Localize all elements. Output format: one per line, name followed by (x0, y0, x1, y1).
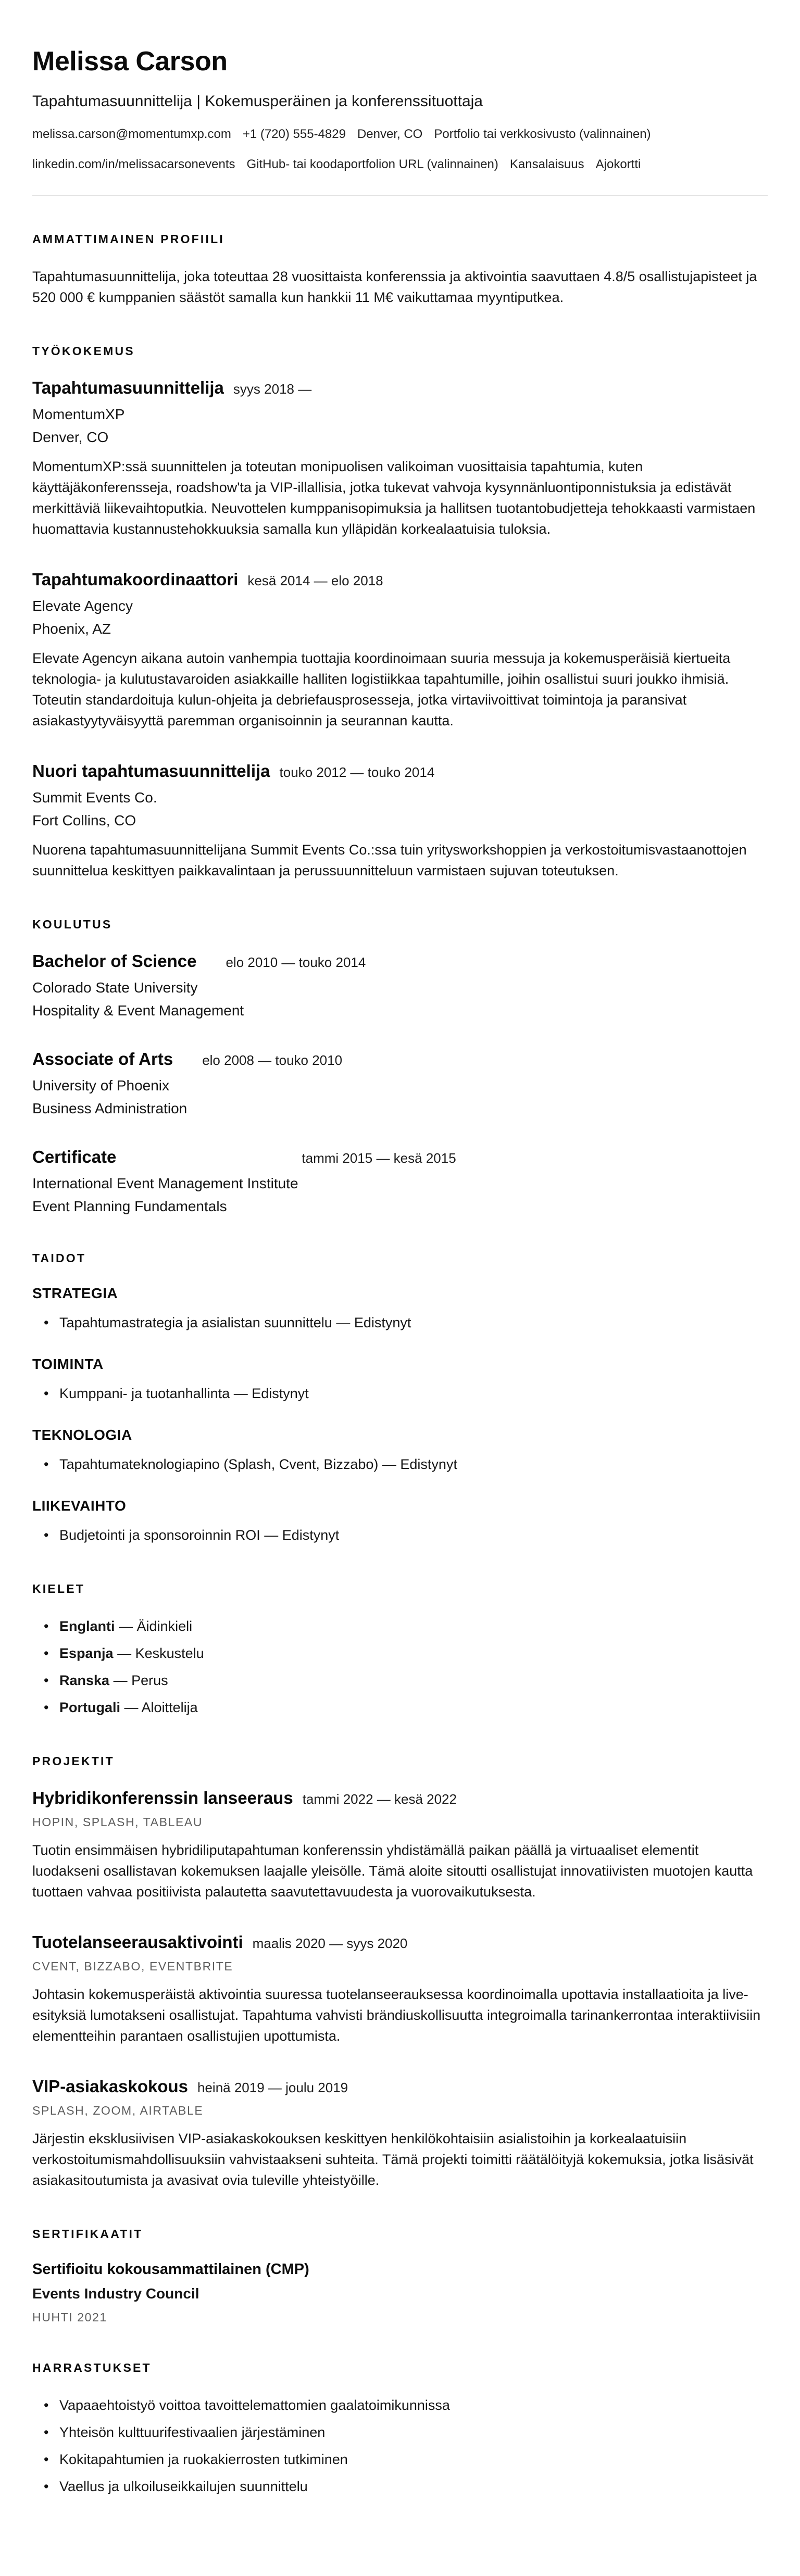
skill-text: Tapahtumateknologiapino (Splash, Cvent, Bizzabo) (59, 1456, 379, 1472)
degree-title: Certificate (32, 1147, 117, 1166)
skill-dash: — (264, 1527, 279, 1543)
citizenship-text: Kansalaisuus (509, 157, 584, 171)
project-dates: maalis 2020 — syys 2020 (252, 1936, 408, 1951)
certification-date: HUHTI 2021 (32, 2310, 107, 2324)
job-location: Phoenix, AZ (32, 621, 111, 637)
drivers-license-text: Ajokortti (595, 157, 641, 171)
skill-text: Tapahtumastrategia ja asialistan suunnittelu (59, 1315, 332, 1330)
field-of-study: Event Planning Fundamentals (32, 1198, 227, 1214)
project-tools: CVENT, BIZZABO, EVENTBRITE (32, 1959, 233, 1973)
job-entry (32, 378, 768, 539)
education-heading: KOULUTUS (32, 918, 113, 931)
school-name: Colorado State University (32, 979, 198, 996)
job-entry (32, 570, 768, 731)
job-dates: kesä 2014 — elo 2018 (247, 573, 383, 588)
project-title-row (32, 1932, 768, 1952)
resume-document (32, 46, 768, 2497)
job-entry (32, 761, 768, 881)
language-item (59, 1643, 768, 1664)
section-languages (32, 1582, 768, 1718)
skill-category-name: STRATEGIA (32, 1285, 118, 1301)
job-company: Summit Events Co. (32, 789, 157, 806)
school-name: University of Phoenix (32, 1077, 170, 1094)
language-level: Perus (131, 1673, 168, 1688)
education-entry (32, 1147, 768, 1215)
project-entry (32, 1932, 768, 2046)
section-projects (32, 1754, 768, 2191)
contact-secondary-row (32, 156, 768, 173)
skill-item (59, 1312, 768, 1333)
project-entry (32, 2077, 768, 2191)
skill-text: Budjetointi ja sponsoroinnin ROI (59, 1527, 260, 1543)
skill-item (59, 1383, 768, 1404)
section-skills (32, 1251, 768, 1545)
job-description: Nuorena tapahtumasuunnittelijana Summit Events Co.:ssa tuin yritysworkshoppien ja verkostoitumisvastaanottojen suunnittelua keskittyen paikkavalintaan ja perussuunnitteluun varmistaen sujuvan toteutuksen. (32, 842, 747, 878)
location-text: Denver, CO (357, 127, 423, 141)
certification-name: Sertifioitu kokousammattilainen (CMP) (32, 2261, 309, 2278)
skill-item (59, 1454, 768, 1475)
job-company: MomentumXP (32, 406, 125, 422)
job-title: Nuori tapahtumasuunnittelija (32, 761, 270, 781)
degree-title: Bachelor of Science (32, 951, 197, 971)
email-text[interactable]: melissa.carson@momentumxp.com (32, 127, 231, 141)
education-dates: elo 2010 — touko 2014 (226, 954, 366, 970)
phone-text: +1 (720) 555-4829 (242, 127, 346, 141)
skill-category-operations (32, 1356, 768, 1404)
project-tools: SPLASH, ZOOM, AIRTABLE (32, 2104, 204, 2117)
project-title: Tuotelanseerausaktivointi (32, 1932, 243, 1952)
language-level: Keskustelu (135, 1645, 204, 1661)
job-company: Elevate Agency (32, 598, 133, 614)
skill-list (32, 1525, 768, 1545)
skill-dash: — (336, 1315, 351, 1330)
language-dash: — (117, 1645, 132, 1661)
education-entry (32, 951, 768, 1019)
skill-level: Edistynyt (252, 1386, 309, 1401)
job-location: Fort Collins, CO (32, 812, 136, 828)
job-title-row (32, 570, 768, 589)
job-dates: syys 2018 — (233, 381, 312, 397)
section-education (32, 918, 768, 1215)
skill-level: Edistynyt (354, 1315, 411, 1330)
language-name: Portugali (59, 1700, 121, 1715)
language-name: Espanja (59, 1645, 114, 1661)
hobby-item: • Kokitapahtumien ja ruokakierrosten tutkiminen (59, 2449, 768, 2470)
language-item (59, 1697, 768, 1718)
project-title: Hybridikonferenssin lanseeraus (32, 1788, 293, 1807)
skill-category-strategy (32, 1285, 768, 1333)
profile-text: Tapahtumasuunnittelija, joka toteuttaa 28 vuosittaista konferenssia ja aktivointia saavuttaen 4.8/5 osallistujapisteet ja 520 000 € kumppanien säästöt samalla kun hankkii 11 M€ vaikuttamaa myyntiputkea. (32, 269, 757, 305)
job-description: MomentumXP:ssä suunnittelen ja toteutan monipuolisen valikoiman vuosittaisia tapahtumia, kuten käyttäjäkonferensseja, roadshow'ta ja VIP-illallisia, jotka tukevat vahvoja kysynnänluontiponnistuksia ja edistävät merkittäviä liikevaihtoputkia. Neuvottelen kumppanisopimuksia ja hallitsen tuotantobudjetteja tehokkaasti varmistaen huomattavia kustannustehokkuuksia samalla kun ylläpidän korkealaatuisia tuloksia. (32, 459, 756, 537)
project-title-row (32, 1788, 768, 1808)
skill-category-name: TEKNOLOGIA (32, 1427, 132, 1443)
language-list (32, 1616, 768, 1718)
skills-heading: TAIDOT (32, 1251, 86, 1265)
project-title-row (32, 2077, 768, 2096)
project-dates: heinä 2019 — joulu 2019 (197, 2080, 348, 2095)
skill-category-technology (32, 1427, 768, 1475)
education-entry (32, 1049, 768, 1117)
education-dates: elo 2008 — touko 2010 (202, 1052, 343, 1068)
skill-level: Edistynyt (400, 1456, 457, 1472)
language-dash: — (124, 1700, 139, 1715)
hobby-item: • Yhteisön kulttuurifestivaalien järjestäminen (59, 2422, 768, 2443)
section-profile (32, 232, 768, 308)
skill-list (32, 1454, 768, 1475)
person-title: Tapahtumasuunnittelija | Kokemusperäinen ja konferenssituottaja (32, 93, 483, 110)
certifications-heading: SERTIFIKAATIT (32, 2227, 143, 2241)
contact-primary-row (32, 126, 768, 143)
job-title: Tapahtumakoordinaattori (32, 570, 239, 589)
skill-list (32, 1312, 768, 1333)
project-title: VIP-asiakaskokous (32, 2077, 188, 2096)
header-divider (32, 195, 768, 196)
project-description: Järjestin eksklusiivisen VIP-asiakaskokouksen keskittyen henkilökohtaisiin asialistoihin ja korkealaatuisiin verkostoitumismahdollisuuksiin vahvistaakseni suhteita. Tämä projekti toimitti räätälöityjä kokemuksia, jotka lisäsivät asiakasitoutumista ja avasivat ovia tuleville yhteistyöille. (32, 2131, 754, 2188)
hobbies-heading: HARRASTUKSET (32, 2361, 152, 2374)
language-dash: — (119, 1618, 133, 1634)
field-of-study: Hospitality & Event Management (32, 1002, 244, 1019)
language-name: Englanti (59, 1618, 115, 1634)
field-of-study: Business Administration (32, 1100, 188, 1116)
person-name: Melissa Carson (32, 46, 228, 77)
section-experience (32, 344, 768, 881)
skill-text: Kumppani- ja tuotanhallinta (59, 1386, 230, 1401)
section-hobbies (32, 2361, 768, 2497)
profile-heading: AMMATTIMAINEN PROFIILI (32, 232, 224, 246)
project-entry (32, 1788, 768, 1902)
hobby-item: • Vapaaehtoistyö voittoa tavoittelemattomien gaalatoimikunnissa (59, 2395, 768, 2416)
hobby-list (32, 2395, 768, 2497)
education-dates: tammi 2015 — kesä 2015 (302, 1150, 456, 1166)
job-title-row (32, 761, 768, 781)
certification-entry (32, 2261, 768, 2324)
project-tools: HOPIN, SPLASH, TABLEAU (32, 1815, 203, 1829)
hobby-item: • Vaellus ja ulkoiluseikkailujen suunnittelu (59, 2476, 768, 2497)
education-title-row (32, 1049, 768, 1069)
language-dash: — (113, 1673, 128, 1688)
project-description: Johtasin kokemusperäistä aktivointia suuressa tuotelanseerauksessa koordinoimalla upottavia installaatioita ja live-esityksiä lumotakseni osallistujat. Tapahtuma vahvisti brändiuskollisuutta integroimalla tarinankerrontaa interaktiivisiin elementteihin parantaen osallistujien upottumista. (32, 1987, 761, 2044)
education-title-row (32, 1147, 768, 1167)
github-text: GitHub- tai koodaportfolion URL (valinnainen) (246, 157, 498, 171)
language-name: Ranska (59, 1673, 110, 1688)
skill-dash: — (382, 1456, 396, 1472)
skill-dash: — (233, 1386, 248, 1401)
language-item (59, 1616, 768, 1637)
portfolio-text: Portfolio tai verkkosivusto (valinnainen) (434, 127, 651, 141)
resume-header (32, 46, 768, 196)
project-dates: tammi 2022 — kesä 2022 (302, 1791, 457, 1807)
school-name: International Event Management Institute (32, 1175, 298, 1191)
skill-category-revenue (32, 1498, 768, 1545)
job-title: Tapahtumasuunnittelija (32, 378, 224, 397)
job-dates: touko 2012 — touko 2014 (279, 764, 435, 780)
experience-heading: TYÖKOKEMUS (32, 344, 135, 358)
skill-list (32, 1383, 768, 1404)
section-certifications (32, 2227, 768, 2324)
language-level: Aloittelija (141, 1700, 198, 1715)
certification-issuer: Events Industry Council (32, 2285, 199, 2302)
degree-title: Associate of Arts (32, 1049, 173, 1069)
skill-category-name: LIIKEVAIHTO (32, 1498, 127, 1514)
languages-heading: KIELET (32, 1582, 85, 1595)
skill-level: Edistynyt (282, 1527, 340, 1543)
projects-heading: PROJEKTIT (32, 1754, 115, 1768)
skill-category-name: TOIMINTA (32, 1356, 104, 1372)
education-title-row (32, 951, 768, 971)
language-level: Äidinkieli (136, 1618, 193, 1634)
language-item (59, 1670, 768, 1691)
job-description: Elevate Agencyn aikana autoin vanhempia tuottajia koordinoimaan suuria messuja ja kokemusperäisiä kiertueita teknologia- ja kulutustavaroiden asiakkaille halliten logistiikkaa tapahtumille, joihin osallistui suuri joukko ihmisiä. Toteutin standardoituja kulun-ohjeita ja debriefausprosesseja, jotka virtaviivoittivat toimintoja ja paransivat asiakastyytyväisyyttä paremman organisoinnin ja seurannan kautta. (32, 650, 731, 728)
linkedin-text[interactable]: linkedin.com/in/melissacarsonevents (32, 157, 235, 171)
skill-item (59, 1525, 768, 1545)
job-location: Denver, CO (32, 429, 109, 445)
job-title-row (32, 378, 768, 398)
project-description: Tuotin ensimmäisen hybridiliputapahtuman konferenssin yhdistämällä paikan päällä ja virtuaaliset elementit luodakseni osallistavan kokemuksen laajalle yleisölle. Tämä aloite sitoutti osallistujat innovatiivisten muotojen kautta tuottaen vahvaa positiivista palautetta saavutettavuudesta ja vuorovaikutuksesta. (32, 1842, 753, 1900)
